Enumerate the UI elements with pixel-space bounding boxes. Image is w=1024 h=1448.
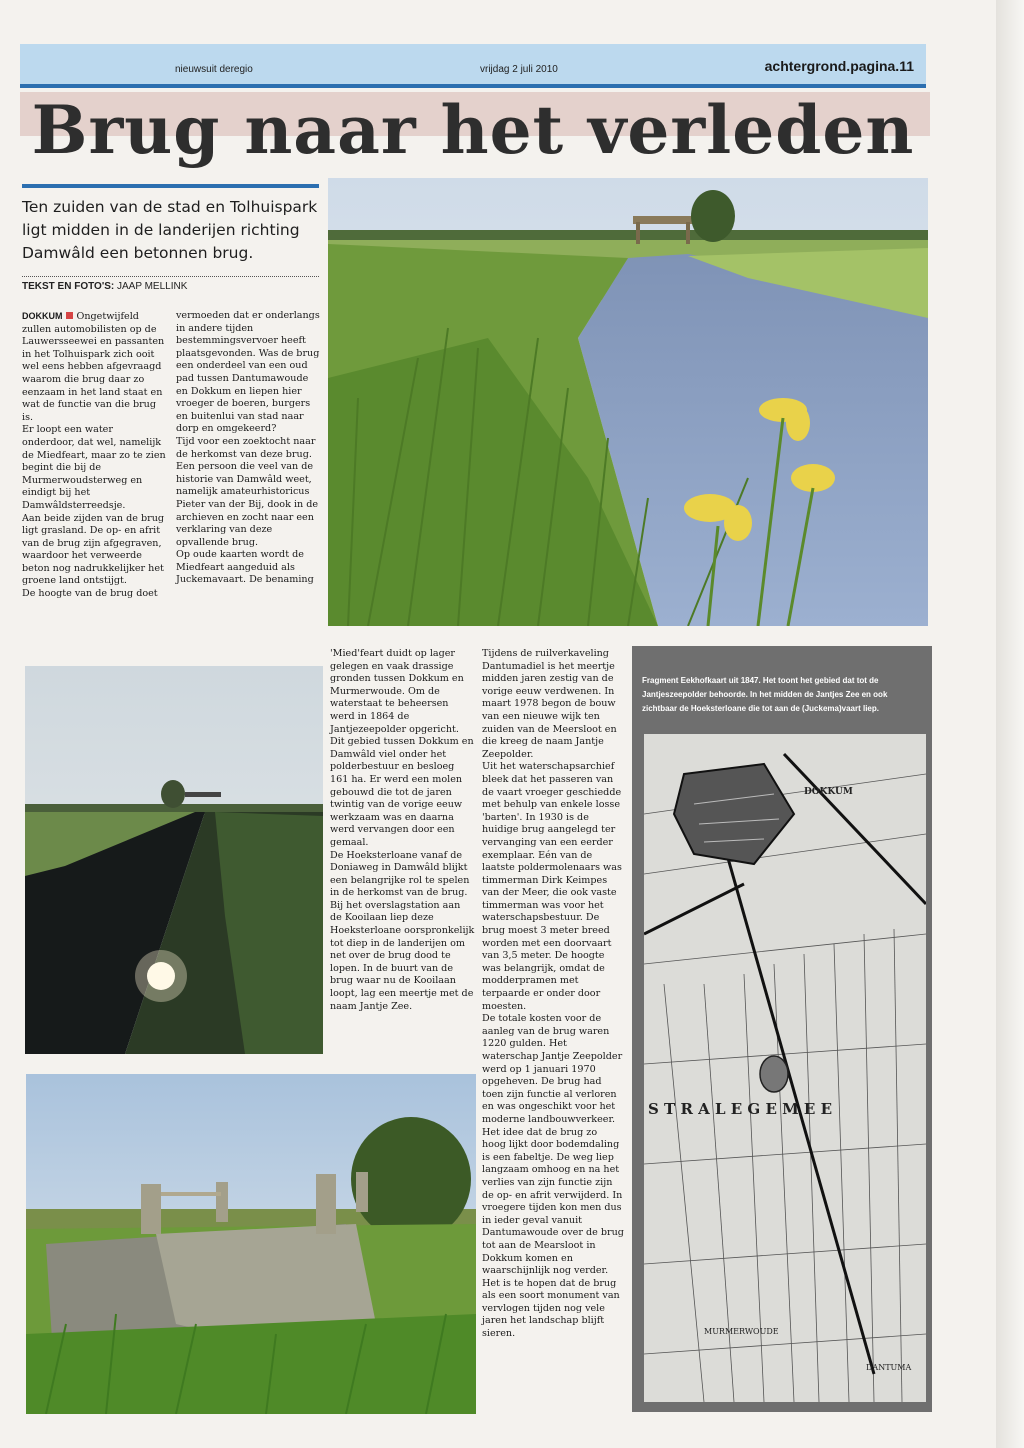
headline: Brug naar het verleden [31,91,915,169]
paragraph: Uit het waterschapsarchief bleek dat het passeren van de vaart vroeger geschiedde met behulp van enkele losse 'barten'. In 1930 is de huidige brug aangelegd ter vervanging van een eerder exemplaar. Eén van de laatste poldermolenaars was timmerman Dirk Keimpes van der Meer, die ook vaste timmerman was voor het waterschapsbestuur. De brug moest 3 meter breed worden met een doorvaart van 3,5 meter. De hoogte was belangrijk, omdat de modderpramen met terpaarde er onder door moesten. [482,761,622,1012]
byline-label: TEKST EN FOTO'S: [22,281,115,292]
paragraph: Het idee dat de brug zo hoog lijkt door bodemdaling is een fabeltje. De weg liep langzaam omhoog en na het verlies van zijn functie zijn de op- en afrit verwijderd. In vroegere tijden kon men dus in ieder geval vanuit Dantumawoude over de brug tot aan de Mearsloot in Dokkum komen en waarschijnlijk nog verder. Het is te hopen dat de brug als een soort monument van vervlogen tijden nog vele jaren het landschap blijft sieren. [482,1126,624,1340]
paragraph: Op oude kaarten wordt de Miedfeart aangeduid als Juckemavaart. De benaming [176,549,314,586]
article-column-1 [22,310,166,601]
paragraph: Tijdens de ruilverkaveling Dantumadiel is het meertje midden jaren zestig van de vorige eeuw verdwenen. In maart 1978 begon de bouw van een nieuwe wijk ten zuiden van de Meersloot en die kreeg de naam Jantje Zeepolder. [482,648,617,760]
article-column-4 [482,648,624,1341]
lead-rule [22,184,319,188]
page-header [20,44,926,88]
photo-canal-irises [328,178,928,626]
map-label-town: DOKKUM [804,787,853,797]
historic-map [644,734,926,1402]
paragraph: Ongetwijfeld zullen automobilisten op de Lauwersseewei en passanten in het Tolhuispark zich ooit wel eens hebben afgevraagd waarom die brug daar zo eenzaam in het land staat en wat de functie van die brug is. [22,311,165,423]
map-label-village: MURMERWOUDE [704,1327,779,1336]
map-box [632,646,932,1412]
paragraph: De Hoeksterloane vanaf de Doniaweg in Damwâld blijkt een belangrijke rol te spelen in de herkomst van de brug. Bij het overslagstation aan de Kooilaan liep deze Hoeksterloane oorspronkelijk tot diep in de landerijen om net over de brug dood te lopen. In de buurt van de brug waar nu de Kooilaan loopt, lag een meertje met de naam Jantje Zee. [330,849,475,1012]
article-column-3 [330,648,475,1013]
lead-paragraph: Ten zuiden van de stad en Tolhuispark ligt midden in de landerijen richting Damwâld een betonnen brug. [22,198,318,262]
photo-concrete-bridge [26,1074,476,1414]
map-label-village2: DANTUMA [866,1363,912,1372]
dateline: DOKKUM [22,311,63,321]
byline [22,276,319,292]
paragraph: De totale kosten voor de aanleg van de brug waren 1220 gulden. Het waterschap Jantje Zeepolder werd op 1 januari 1970 opgeheven. De brug had toen zijn functie al verloren en was ongeschikt voor het moderne landbouwverkeer. [482,1013,623,1125]
paragraph: Tijd voor een zoektocht naar de herkomst van deze brug. Een persoon die veel van de historie van Damwâld weet, namelijk amateurhistoricus Pieter van der Bij, dook in de archieven en zocht naar een verklaring van deze opvallende brug. [176,435,319,548]
issue-date: vrijdag 2 juli 2010 [480,64,558,75]
map-label-region: S T R A L E G E M E E [648,1100,833,1118]
paragraph: De hoogte van de brug doet [22,588,158,600]
bullet-square-icon [66,312,73,319]
map-caption: Fragment Eekhofkaart uit 1847. Het toont het gebied dat tot de Jantjeszeepolder behoorde. In het midden de Jantjes Zee en ook zichtbaar de Hoeksterloane die tot aan de (Juckema)vaart liep. [642,676,888,713]
page-edge [996,0,1024,1448]
paragraph: 'Mied'feart duidt op lager gelegen en vaak drassige gronden tussen Dokkum en Murmerwoude. Om de waterstaat te beheersen werd in 1864 de Jantjezeepolder opgericht. Dit gebied tussen Dokkum en Damwâld viel onder het polderbestuur en besloeg 161 ha. Er werd een molen gebouwd die tot de jaren twintig van de vorige eeuw werkzaam was en daarna werd vervangen door een gemaal. [330,648,474,848]
paragraph: Aan beide zijden van de brug ligt grasland. De op- en afrit van de brug zijn afgegraven, waardoor het verweerde beton nog nadrukkelijker het groene land ontstijgt. [22,512,165,587]
paragraph: Er loopt een water onderdoor, dat wel, namelijk de Miedfeart, maar zo te zien begint die bij de Murmerwoudsterweg en eindigt bij het Damwâldsterreedsje. [22,424,166,511]
article-column-2 [176,310,322,587]
page-number: achtergrond.pagina.11 [764,58,914,74]
section-name: nieuwsuit deregio [175,64,253,75]
paragraph: vermoeden dat er onderlangs in andere tijden bestemmingsvervoer heeft plaatsgevonden. Was de brug een onderdeel van een oud pad tussen Dantumawoude en Dokkum en liepen hier vroeger de boeren, burgers en buitenlui van stad naar dorp en omgekeerd? [176,310,320,435]
photo-canal-sunset [25,666,323,1054]
byline-author: JAAP MELLINK [116,281,188,292]
